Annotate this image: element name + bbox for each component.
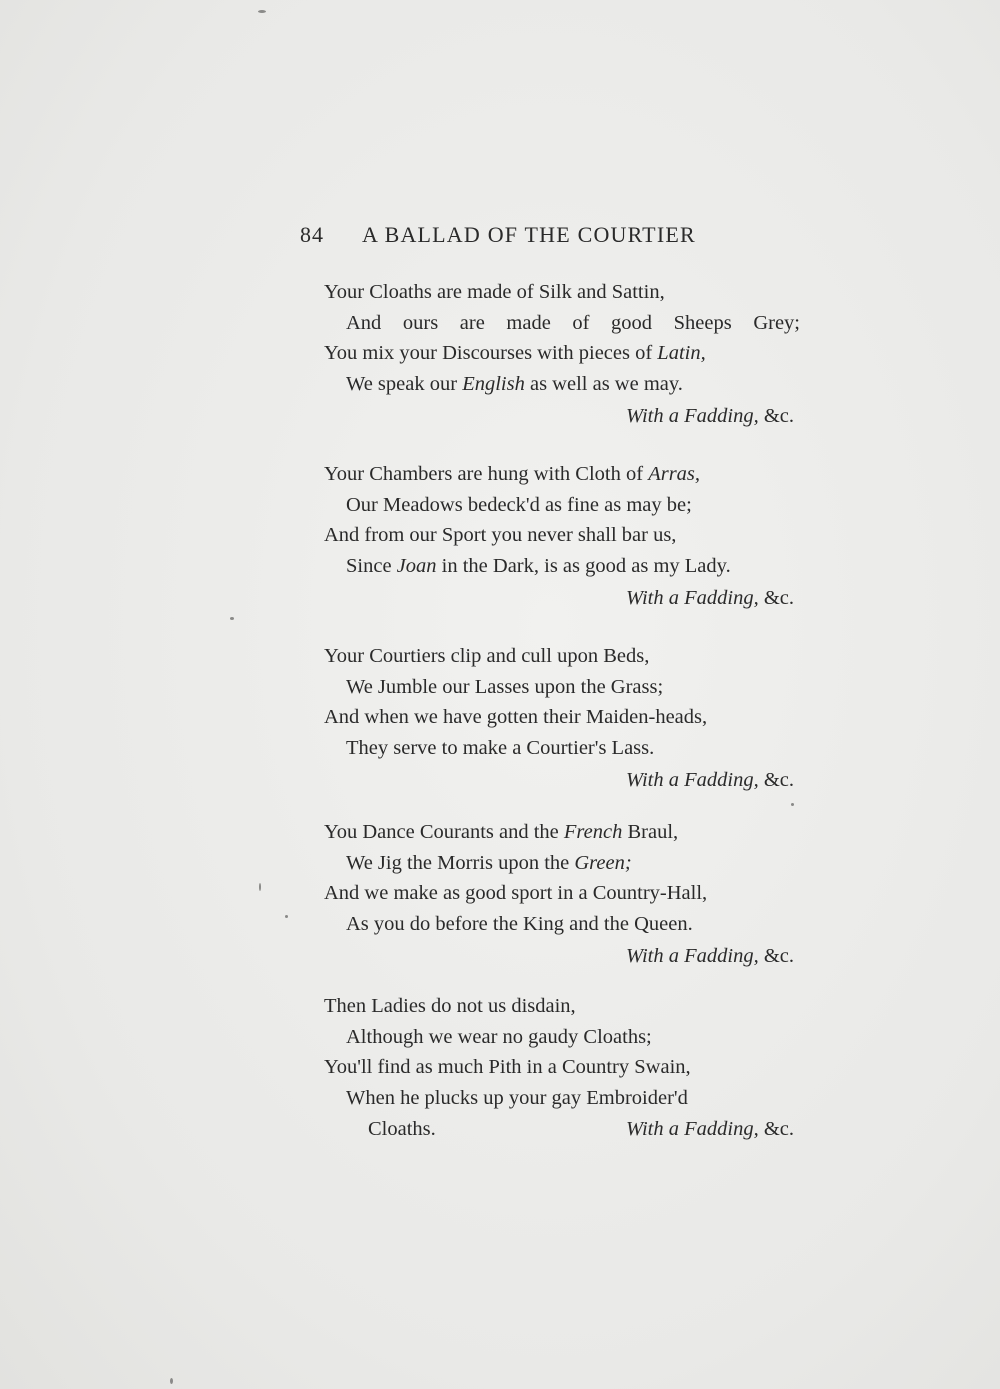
verse-line: We speak our English as well as we may. bbox=[346, 373, 683, 395]
running-header bbox=[300, 222, 800, 256]
verse-line: And we make as good sport in a Country-Hall, bbox=[324, 882, 708, 904]
refrain-line: With a Fadding, &c. bbox=[626, 769, 794, 791]
verse-line: Your Chambers are hung with Cloth of Arras, bbox=[324, 463, 701, 485]
verse-line: As you do before the King and the Queen. bbox=[346, 913, 693, 935]
verse-line: Your Cloaths are made of Silk and Sattin, bbox=[324, 281, 665, 303]
verse-line: And from our Sport you never shall bar us, bbox=[324, 524, 677, 546]
verse-line: Although we wear no gaudy Cloaths; bbox=[346, 1026, 652, 1048]
refrain-line: With a Fadding, &c. bbox=[626, 587, 794, 609]
paper-speck bbox=[791, 803, 794, 806]
verse-line: And ours are made of good Sheeps Grey; bbox=[346, 312, 800, 334]
verse-line: We Jig the Morris upon the Green; bbox=[346, 852, 632, 874]
paper-speck bbox=[230, 617, 234, 620]
refrain-line: With a Fadding, &c. bbox=[626, 1118, 794, 1140]
verse-line: Then Ladies do not us disdain, bbox=[324, 995, 576, 1017]
verse-line: You Dance Courants and the French Braul, bbox=[324, 821, 679, 843]
paper-speck bbox=[285, 915, 288, 918]
verse-line: Your Courtiers clip and cull upon Beds, bbox=[324, 645, 650, 667]
verse-line: They serve to make a Courtier's Lass. bbox=[346, 737, 655, 759]
paper-speck bbox=[259, 883, 261, 891]
paper-speck bbox=[170, 1378, 173, 1384]
verse-line: Our Meadows bedeck'd as fine as may be; bbox=[346, 494, 692, 516]
refrain-line: With a Fadding, &c. bbox=[626, 405, 794, 427]
verse-line: Since Joan in the Dark, is as good as my Lady. bbox=[346, 555, 731, 577]
verse-line: You'll find as much Pith in a Country Swain, bbox=[324, 1056, 691, 1078]
verse-line: And when we have gotten their Maiden-heads, bbox=[324, 706, 708, 728]
verse-line: Cloaths. bbox=[368, 1118, 436, 1140]
refrain-line: With a Fadding, &c. bbox=[626, 945, 794, 967]
paper-speck bbox=[258, 10, 266, 13]
verse-line: When he plucks up your gay Embroider'd bbox=[346, 1087, 688, 1109]
verse-line: We Jumble our Lasses upon the Grass; bbox=[346, 676, 664, 698]
page-number: 84 bbox=[300, 222, 324, 247]
running-title: A BALLAD OF THE COURTIER bbox=[362, 222, 696, 247]
verse-line: You mix your Discourses with pieces of Latin, bbox=[324, 342, 706, 364]
